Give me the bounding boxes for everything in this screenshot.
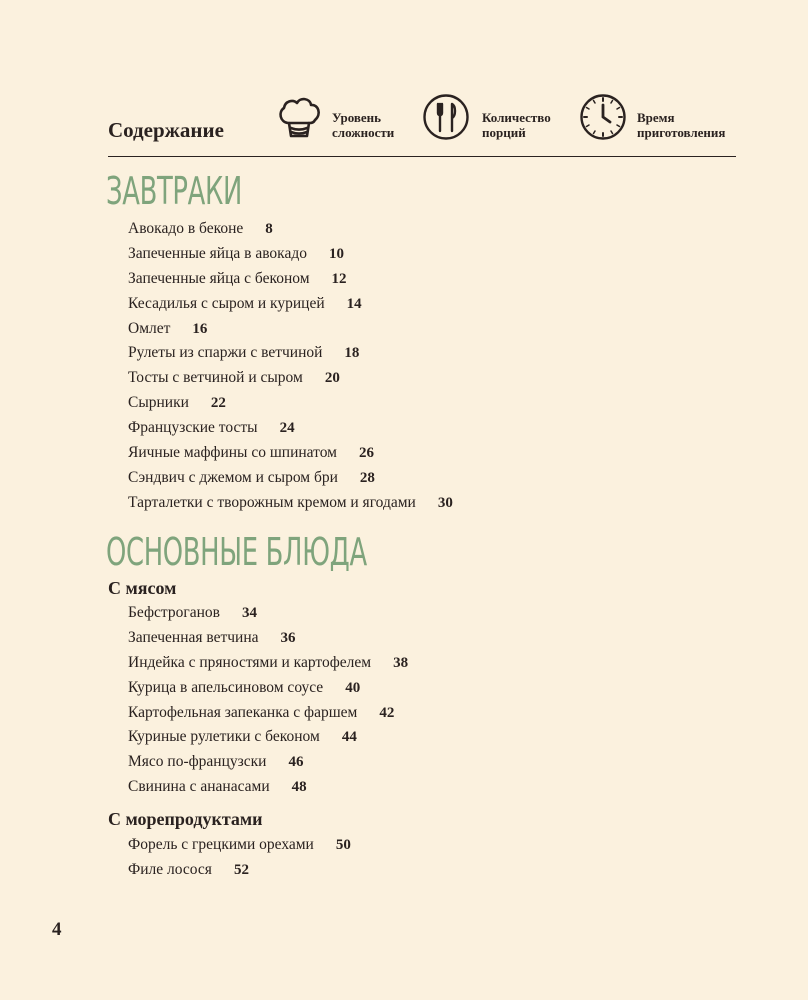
entry-name: Авокадо в беконе	[128, 220, 244, 237]
entry-page: 48	[291, 779, 307, 796]
entry-name: Запеченная ветчина	[128, 628, 259, 646]
entry-page: 30	[437, 494, 453, 511]
entry-name: Кесадилья с сыром и курицей	[128, 294, 325, 312]
clock-icon	[578, 92, 628, 142]
entry-name: Французские тосты	[128, 419, 258, 437]
list-item[interactable]	[128, 601, 408, 626]
entry-page: 38	[393, 654, 409, 671]
list-item[interactable]	[128, 725, 408, 750]
list-item[interactable]	[128, 833, 351, 858]
list-item[interactable]	[128, 267, 453, 292]
entry-page: 36	[280, 629, 296, 646]
list-item[interactable]	[128, 491, 453, 516]
meat-list	[128, 601, 408, 800]
entry-name: Бефстроганов	[128, 604, 220, 621]
entry-page: 28	[359, 469, 375, 486]
list-item[interactable]	[128, 292, 453, 317]
list-item[interactable]	[128, 775, 408, 800]
entry-name: Рулеты из спаржи с ветчиной	[128, 344, 323, 362]
entry-name: Омлет	[128, 319, 171, 337]
list-item[interactable]	[128, 701, 408, 726]
entry-name: Индейка с пряностями и картофелем	[128, 653, 372, 671]
chef-hat-icon	[274, 92, 324, 142]
entry-page: 50	[335, 837, 351, 853]
section-title-breakfasts: ЗАВТРАКИ	[106, 169, 242, 213]
entry-name: Запеченные яйца с беконом	[128, 269, 310, 287]
entry-page: 10	[328, 245, 344, 262]
page-number: 4	[52, 919, 62, 940]
page-title: Содержание	[108, 118, 224, 142]
list-item[interactable]	[128, 217, 453, 242]
entry-page: 46	[288, 754, 304, 771]
entry-name: Тосты с ветчиной и сыром	[128, 369, 303, 387]
entry-name: Свинина с ананасами	[128, 778, 270, 796]
entry-name: Форель с грецкими орехами	[128, 836, 314, 853]
entry-page: 16	[192, 320, 208, 337]
list-item[interactable]	[128, 466, 453, 491]
entry-page: 22	[210, 395, 226, 412]
entry-page: 8	[265, 221, 273, 237]
entry-name: Тарталетки с творожным кремом и ягодами	[128, 493, 416, 511]
subsection-title-seafood: С морепродуктами	[108, 809, 263, 829]
legend-label: Количество порций	[482, 110, 551, 140]
plate-cutlery-icon	[421, 92, 471, 142]
list-item[interactable]	[128, 391, 453, 416]
entry-page: 24	[279, 420, 295, 437]
list-item[interactable]	[128, 341, 453, 366]
entry-name: Картофельная запеканка с фаршем	[128, 703, 358, 721]
legend-label: Время приготовления	[637, 110, 726, 140]
list-item[interactable]	[128, 416, 453, 441]
list-item[interactable]	[128, 317, 453, 342]
entry-page: 44	[341, 729, 357, 746]
entry-page: 42	[379, 704, 395, 721]
section-title-main-dishes: ОСНОВНЫЕ БЛЮДА	[106, 530, 367, 574]
entry-page: 52	[233, 861, 249, 878]
entry-page: 12	[331, 270, 347, 287]
entry-name: Яичные маффины со шпинатом	[128, 444, 337, 462]
entry-page: 18	[344, 345, 360, 362]
list-item[interactable]	[128, 651, 408, 676]
contents-header	[108, 90, 736, 157]
entry-name: Сырники	[128, 394, 189, 412]
list-item[interactable]	[128, 676, 408, 701]
list-item[interactable]	[128, 441, 453, 466]
entry-name: Филе лосося	[128, 860, 212, 878]
list-item[interactable]	[128, 858, 351, 883]
list-item[interactable]	[128, 242, 453, 267]
entry-name: Куриные рулетики с беконом	[128, 728, 320, 746]
list-item[interactable]	[128, 626, 408, 651]
entry-page: 34	[241, 605, 257, 621]
entry-name: Курица в апельсиновом соусе	[128, 678, 324, 696]
subsection-title-meat: С мясом	[108, 578, 177, 598]
entry-page: 20	[324, 370, 340, 387]
entry-page: 40	[345, 679, 361, 696]
list-item[interactable]	[128, 366, 453, 391]
entry-name: Запеченные яйца в авокадо	[128, 244, 307, 262]
legend-label: Уровень сложности	[332, 110, 395, 140]
entry-page: 26	[359, 445, 374, 462]
entry-name: Сэндвич с джемом и сыром бри	[128, 468, 338, 486]
entry-page: 14	[346, 295, 362, 312]
entry-name: Мясо по-французски	[128, 753, 267, 771]
breakfast-list	[128, 217, 453, 516]
seafood-list	[128, 833, 351, 883]
list-item[interactable]	[128, 750, 408, 775]
